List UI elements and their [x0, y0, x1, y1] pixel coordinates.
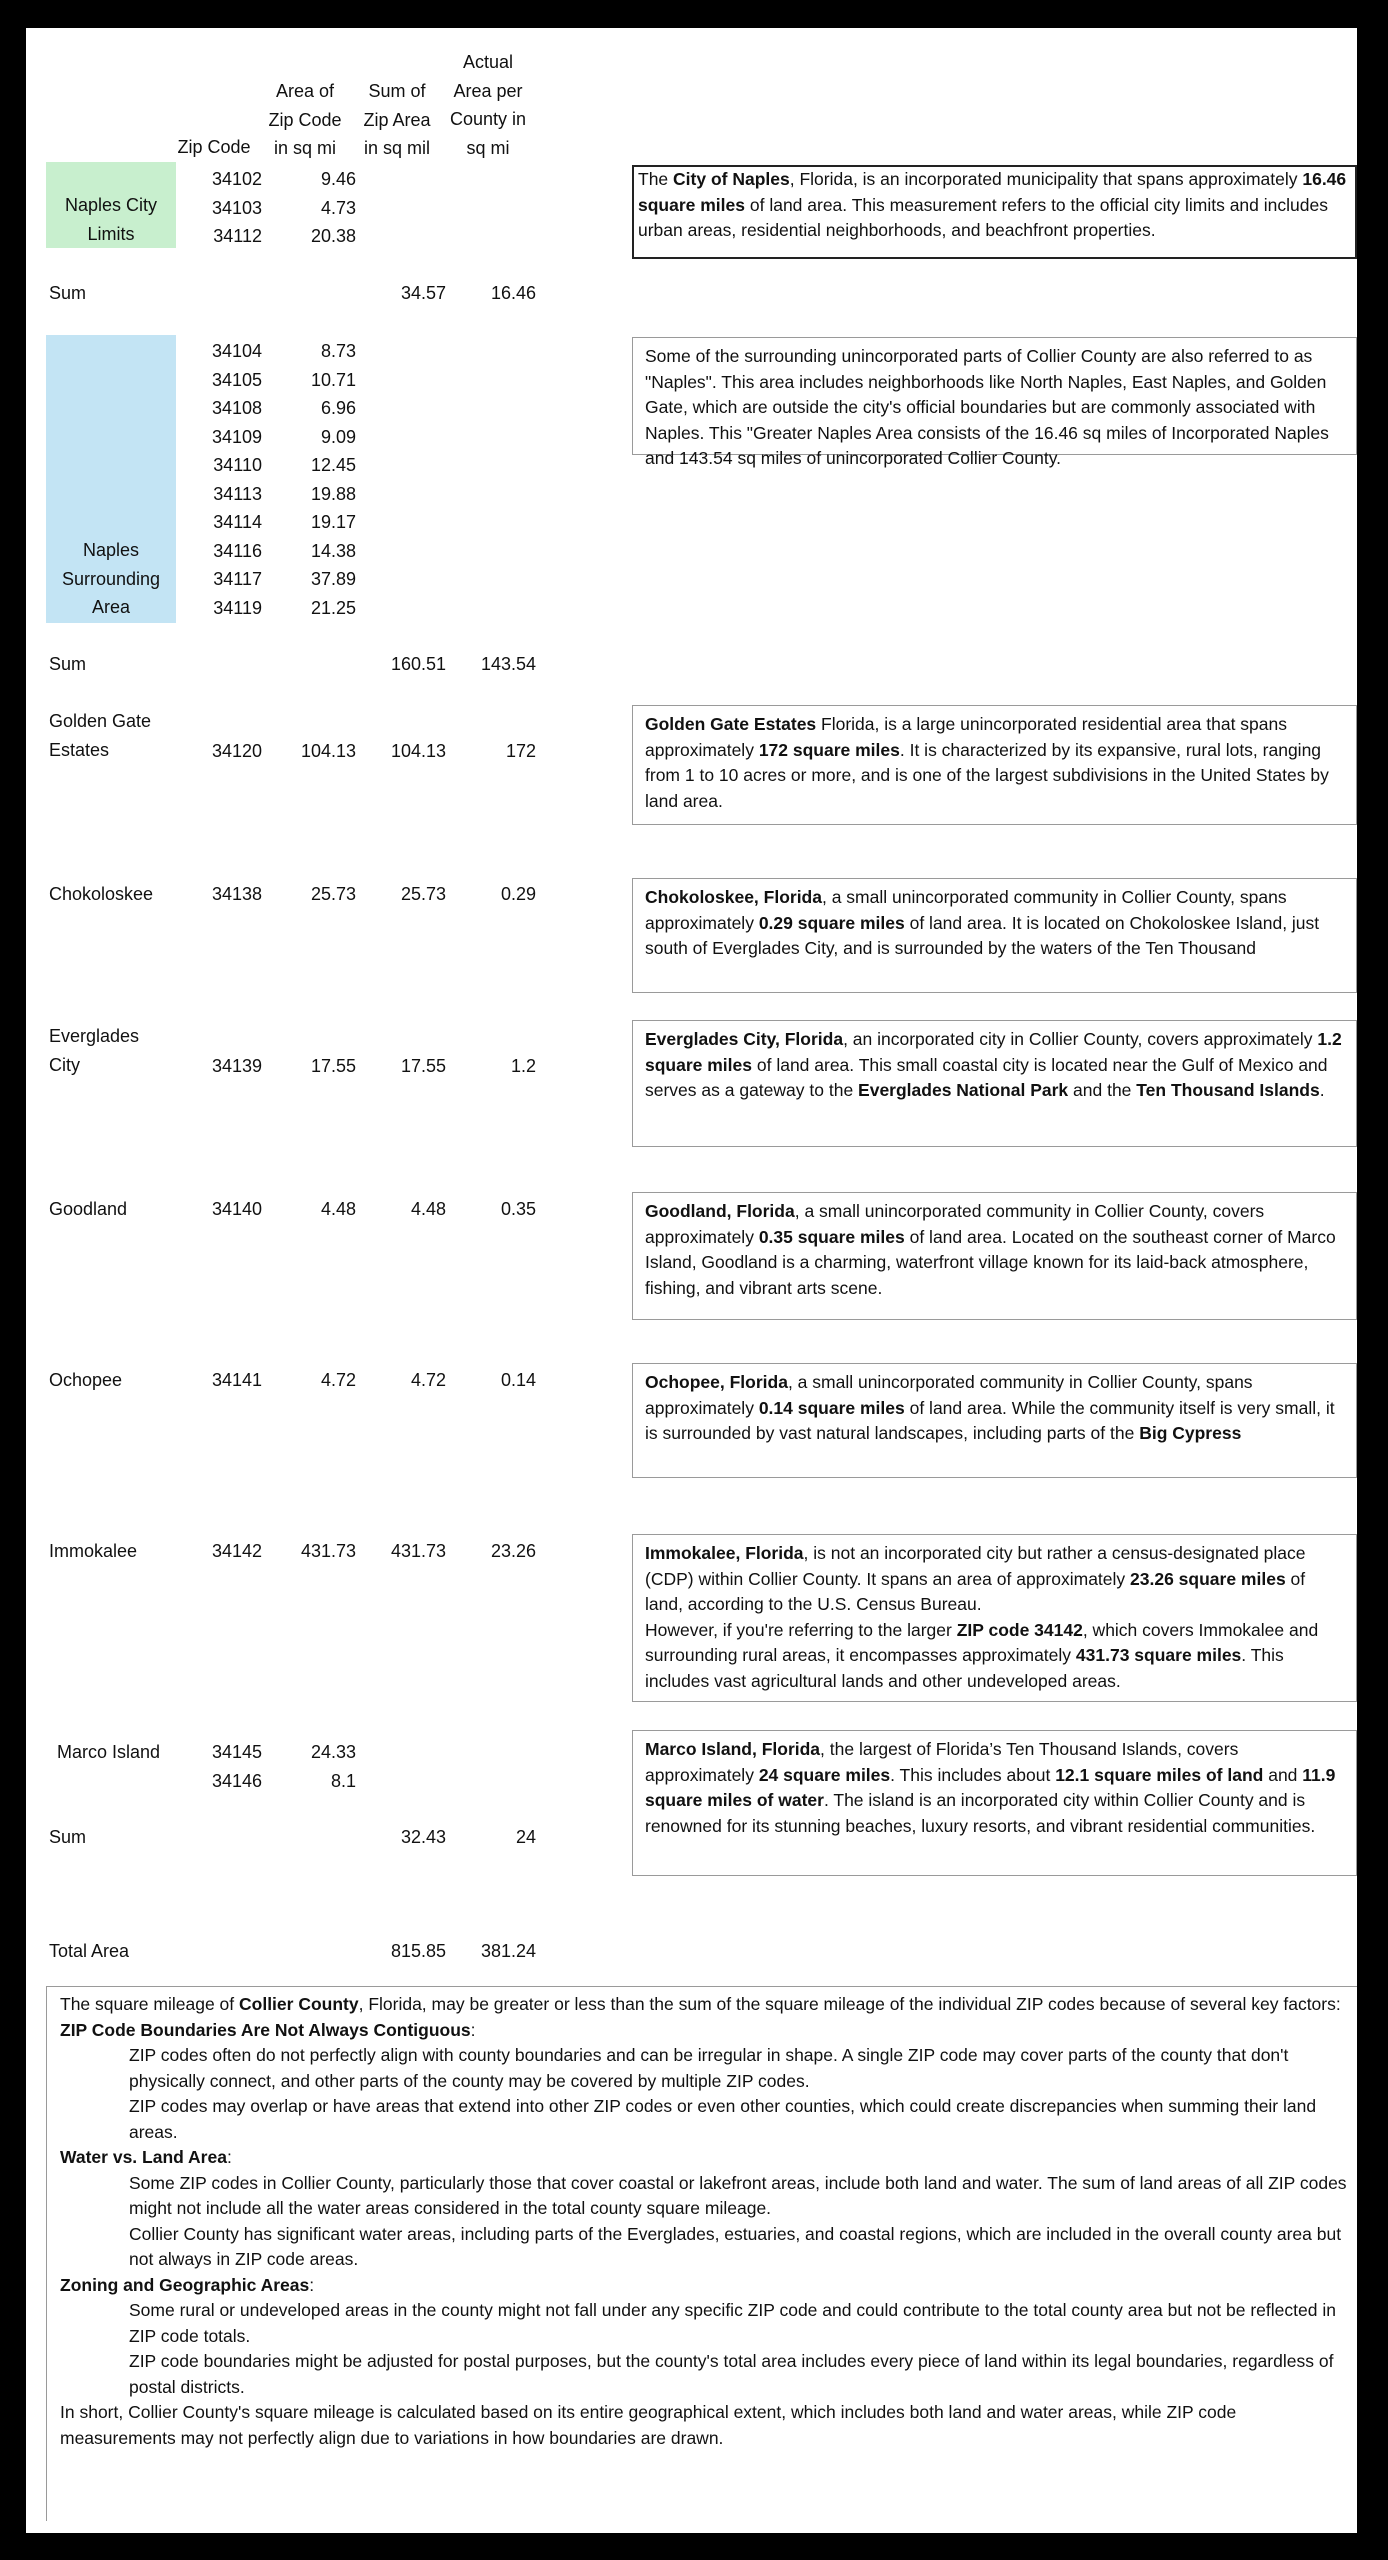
note-section-title: Water vs. Land Area:	[60, 2147, 232, 2167]
zip-area-cell: 12.45	[310, 455, 356, 475]
zip-sum-cell: 431.73	[390, 1541, 446, 1561]
naples-city-label	[46, 191, 176, 248]
text-line: Zip Code	[268, 109, 342, 130]
zip-area-cell: 20.38	[310, 226, 356, 246]
text-line: Zip Area	[363, 109, 431, 130]
note-sections	[60, 2018, 1351, 2401]
text-line: City	[49, 1054, 80, 1075]
text-line: Area	[91, 597, 131, 617]
naples-city-sum: 34.57	[400, 283, 446, 303]
zip-area-cell: 4.73	[320, 197, 356, 218]
header-zip-code	[171, 133, 257, 162]
zip-area-cell: 14.38	[310, 540, 356, 561]
marco-island-description	[632, 1730, 1357, 1876]
zip-code-cell: 34110	[213, 455, 262, 475]
zip-code-cell: 34141	[211, 1370, 262, 1390]
note-section-title: Zoning and Geographic Areas:	[60, 2274, 315, 2295]
everglades-description	[632, 1020, 1357, 1147]
bold-text: 23.26 square miles	[1130, 1568, 1286, 1589]
bold-text: 11.9 square miles of water	[645, 1764, 1336, 1810]
bold-text: Immokalee, Florida	[645, 1543, 804, 1563]
golden-gate-label	[49, 707, 151, 764]
everglades-label	[49, 1022, 139, 1079]
text-run: , a small unincorporated community in Collier County, spans approximately	[645, 887, 1287, 933]
bold-text: ZIP code 34142	[956, 1619, 1083, 1640]
naples-surrounding-label	[46, 536, 176, 622]
text-line: Goodland	[49, 1199, 128, 1219]
zip-code-cell: 34120	[211, 741, 262, 761]
text-line: Estates	[49, 739, 110, 760]
text-run: of land, according to the U.S. Census Bureau.	[645, 1568, 1306, 1614]
text-run: of land area. Located on the southeast corner of Marco Island, Goodland is a charming, waterfront village known for its laid-back atmosphere, fishing, and vibrant arts scene.	[645, 1226, 1336, 1298]
text-line: Zip Code	[177, 137, 251, 157]
zip-code-cell: 34116	[213, 540, 262, 561]
goodland-label	[49, 1195, 127, 1224]
zip-area-cell: 19.88	[310, 483, 356, 504]
text-line: Area of	[275, 81, 335, 101]
actual-area-cell: 0.35	[500, 1199, 536, 1219]
ochopee-label	[49, 1366, 122, 1395]
note-section-heading: Zoning and Geographic Areas	[60, 2274, 310, 2295]
naples-surrounding-description	[632, 337, 1357, 468]
bold-text: 0.29 square miles	[758, 912, 905, 933]
actual-area-cell: 1.2	[510, 1056, 536, 1076]
text-line: Sum of	[368, 81, 426, 101]
text-run: , a small unincorporated community in Collier County, spans approximately	[645, 1372, 1253, 1418]
zip-code-cell: 34145	[211, 1742, 262, 1762]
zip-code-cell: 34140	[211, 1199, 262, 1219]
zip-area-cell: 9.09	[320, 426, 356, 447]
naples-city-actual: 16.46	[490, 283, 536, 303]
note-section-heading: Water vs. Land Area	[60, 2147, 227, 2167]
bold-text: 0.14 square miles	[758, 1397, 905, 1418]
note-bullet: ZIP code boundaries might be adjusted for postal purposes, but the county's total area includes every piece of land within its legal boundaries, regardless of postal districts.	[129, 2351, 1334, 2397]
note-bullet: Some ZIP codes in Collier County, particularly those that cover coastal or lakefront areas, include both land and water. The sum of land areas of all ZIP codes might not include all the water areas considered in the total county square mileage.	[129, 2172, 1347, 2218]
bold-text: Everglades City, Florida	[645, 1029, 844, 1049]
text-run: , the largest of Florida’s Ten Thousand Islands, covers approximately	[645, 1739, 1239, 1785]
text-line: sq mi	[466, 137, 510, 158]
bold-text: 12.1 square miles of land	[1055, 1764, 1264, 1785]
ochopee-description	[632, 1363, 1357, 1478]
text-run: and	[1263, 1764, 1303, 1785]
naples-surrounding-sum: 160.51	[390, 654, 446, 674]
naples-city-sum-label: Sum	[49, 283, 87, 303]
note-bullet: Collier County has significant water areas, including parts of the Everglades, estuaries, and coastal regions, which are included in the overall county area but not always in ZIP code areas.	[129, 2223, 1342, 2269]
zip-sum-cell: 4.48	[410, 1199, 446, 1219]
zip-sum-cell: 4.72	[410, 1370, 446, 1390]
bold-text: 24 square miles	[758, 1764, 891, 1785]
bold-text: 431.73 square miles	[1075, 1645, 1242, 1665]
text-line: Chokoloskee	[49, 884, 154, 904]
zip-sum-cell: 17.55	[400, 1056, 446, 1076]
text-run: . It is characterized by its expansive, rural lots, ranging from 1 to 10 acres or more, and is one of the largest subdivisions in the United States by land area.	[645, 739, 1329, 811]
bold-text: 16.46 square miles	[638, 169, 1347, 215]
bold-text: Ten Thousand Islands	[1136, 1080, 1320, 1100]
chokoloskee-description	[632, 878, 1357, 993]
text-line: Golden Gate	[49, 711, 152, 731]
bold-text: Collier County	[239, 1994, 359, 2014]
text-line: Limits	[87, 223, 135, 244]
text-line: in sq mil	[363, 138, 430, 158]
naples-surrounding-actual: 143.54	[480, 654, 536, 674]
zip-area-cell: 4.48	[320, 1199, 356, 1219]
note-intro	[60, 1992, 1351, 2018]
text-run: and the	[1068, 1080, 1137, 1100]
total-area-sum: 815.85	[390, 1941, 446, 1961]
text-run: of land area. This measurement refers to the official city limits and includes urban areas, residential neighborhoods, and beachfront properties.	[638, 194, 1328, 240]
text-run: . This includes about	[890, 1764, 1056, 1785]
total-area-label: Total Area	[49, 1941, 130, 1961]
header-sum-of-zip-area	[355, 77, 439, 163]
header-actual-area	[444, 48, 532, 162]
text-run: The square mileage of	[60, 1994, 239, 2014]
total-area-actual: 381.24	[480, 1941, 536, 1961]
text-run: The	[638, 169, 674, 189]
text-run: , Florida, is an incorporated municipality that spans approximately	[789, 169, 1303, 189]
zip-code-cell: 34117	[213, 569, 262, 589]
bold-text: Goodland, Florida	[645, 1201, 795, 1221]
marco-island-actual: 24	[515, 1827, 536, 1847]
goodland-description	[632, 1192, 1357, 1320]
zip-area-cell: 21.25	[310, 597, 356, 618]
text-run: .	[1319, 1080, 1325, 1100]
zip-area-cell: 104.13	[300, 741, 356, 761]
zip-code-cell: 34102	[211, 169, 262, 189]
zip-code-cell: 34109	[211, 426, 262, 447]
note-conclusion: In short, Collier County's square mileage is calculated based on its entire geographical extent, which includes both land and water areas, while ZIP code measurements may not perfectly align due to variations in how boundaries are drawn.	[60, 2402, 1237, 2448]
zip-code-cell: 34139	[211, 1056, 262, 1076]
zip-code-cell: 34114	[213, 512, 262, 532]
text-run: of land area. It is located on Chokoloskee Island, just south of Everglades City, and is surrounded by the waters of the Ten Thousand	[645, 912, 1320, 958]
bold-text: Ochopee, Florida	[645, 1372, 788, 1392]
marco-island-sum-label: Sum	[49, 1827, 87, 1847]
text-line: Naples	[82, 540, 140, 560]
text-line: Immokalee	[49, 1541, 138, 1561]
immokalee-description	[632, 1534, 1357, 1702]
text-run: , an incorporated city in Collier County, covers approximately	[843, 1029, 1318, 1049]
text-line: Naples City	[64, 195, 158, 215]
bold-text: 1.2 square miles	[645, 1029, 1342, 1075]
bold-text: Golden Gate Estates	[645, 714, 817, 734]
text-run: of land area. This small coastal city is located near the Gulf of Mexico and serves as a gateway to the	[645, 1054, 1328, 1100]
zip-code-cell: 34105	[211, 369, 262, 390]
note-section-heading: ZIP Code Boundaries Are Not Always Contiguous	[60, 2019, 471, 2040]
zip-code-cell: 34113	[213, 483, 262, 504]
zip-area-cell: 4.72	[320, 1370, 356, 1390]
text-line: Surrounding	[61, 568, 161, 589]
marco-island-sum: 32.43	[400, 1827, 446, 1847]
zip-area-cell: 37.89	[310, 569, 356, 589]
text-line: Everglades	[49, 1026, 140, 1046]
zip-area-cell: 8.73	[320, 341, 356, 361]
text-line: Ochopee	[49, 1370, 123, 1390]
zip-code-cell: 34142	[211, 1541, 262, 1561]
bold-text: City of Naples	[673, 169, 790, 189]
naples-surrounding-sum-label: Sum	[49, 654, 87, 674]
text-run: , which covers Immokalee and surrounding rural areas, it encompasses approximately	[645, 1619, 1319, 1665]
header-area-of-zip	[263, 77, 347, 163]
zip-area-cell: 25.73	[310, 884, 356, 904]
text-run: . This includes vast agricultural lands and other undeveloped areas.	[645, 1645, 1284, 1691]
bold-text: 0.35 square miles	[758, 1226, 905, 1247]
zip-area-cell: 8.1	[330, 1770, 356, 1791]
text-run: Florida, is a large unincorporated residential area that spans approximately	[645, 714, 1287, 760]
actual-area-cell: 0.29	[500, 884, 536, 904]
bold-text: Everglades National Park	[858, 1080, 1069, 1100]
zip-sum-cell: 104.13	[390, 741, 446, 761]
text-line: County in	[449, 109, 527, 129]
zip-area-cell: 431.73	[300, 1541, 356, 1561]
zip-code-cell: 34138	[211, 884, 262, 904]
zip-area-cell: 9.46	[320, 169, 356, 189]
zip-area-cell: 24.33	[310, 1742, 356, 1762]
zip-code-cell: 34146	[211, 1770, 262, 1791]
immokalee-label	[49, 1537, 137, 1566]
zip-code-cell: 34119	[213, 597, 262, 618]
zip-code-cell: 34108	[211, 398, 262, 418]
zip-code-cell: 34103	[211, 197, 262, 218]
zip-area-cell: 17.55	[310, 1056, 356, 1076]
text-line: in sq mi	[273, 138, 336, 158]
note-bullet: Some rural or undeveloped areas in the county might not fall under any specific ZIP code and could contribute to the total county area but not be reflected in ZIP code totals.	[129, 2300, 1336, 2346]
naples-city-description	[632, 165, 1357, 259]
text-run: . The island is an incorporated city within Collier County and is renowned for its stunning beaches, luxury resorts, and vibrant residential communities.	[645, 1790, 1316, 1836]
actual-area-cell: 172	[505, 741, 536, 761]
bold-text: Chokoloskee, Florida	[645, 887, 822, 907]
text-run: , Florida, may be greater or less than the sum of the square mileage of the individual ZIP codes because of several key factors:	[358, 1994, 1341, 2014]
text-run: However, if you're referring to the larger	[645, 1619, 957, 1640]
chokoloskee-label	[49, 880, 153, 909]
bold-text: Big Cypress	[1139, 1423, 1242, 1443]
note-section-title: ZIP Code Boundaries Are Not Always Contiguous:	[60, 2019, 476, 2040]
bold-text: Marco Island, Florida	[645, 1739, 821, 1759]
zip-code-cell: 34112	[213, 226, 262, 246]
actual-area-cell: 0.14	[500, 1370, 536, 1390]
text-run: , is not an incorporated city but rather a census-designated place (CDP) within Collier County. It spans an area of approximately	[645, 1543, 1306, 1589]
zip-code-cell: 34104	[211, 341, 262, 361]
bold-text: 172 square miles	[758, 739, 900, 760]
zip-area-cell: 19.17	[310, 512, 356, 532]
marco-island-label: Marco Island	[57, 1742, 161, 1762]
spreadsheet-canvas	[26, 28, 1357, 2533]
note-bullet: ZIP codes often do not perfectly align with county boundaries and can be irregular in shape. A single ZIP code may cover parts of the county that don't physically connect, and other parts of the county may be covered by multiple ZIP codes.	[129, 2045, 1289, 2091]
golden-gate-description	[632, 705, 1357, 825]
actual-area-cell: 23.26	[490, 1541, 536, 1561]
zip-area-cell: 10.71	[310, 369, 356, 390]
text-run: , a small unincorporated community in Collier County, covers approximately	[645, 1201, 1265, 1247]
text-line: Area per	[453, 80, 523, 101]
explanation-note	[46, 1986, 1357, 2521]
zip-sum-cell: 25.73	[400, 884, 446, 904]
text-line: Actual	[462, 52, 514, 72]
note-bullet: ZIP codes may overlap or have areas that extend into other ZIP codes or even other counties, which could create discrepancies when summing their land areas.	[129, 2096, 1317, 2142]
text-run: Some of the surrounding unincorporated parts of Collier County are also referred to as "Naples". This area includes neighborhoods like North Naples, East Naples, and Golden Gate, which are outside the city's official boundaries but are commonly associated with Naples. This "Greater Naples Area consists of the 16.46 sq miles of Incorporated Naples and 143.54 sq miles of unincorporated Collier County.	[645, 346, 1329, 468]
text-run: of land area. While the community itself is very small, it is surrounded by vast natural landscapes, including parts of the	[645, 1397, 1335, 1443]
zip-area-cell: 6.96	[320, 398, 356, 418]
